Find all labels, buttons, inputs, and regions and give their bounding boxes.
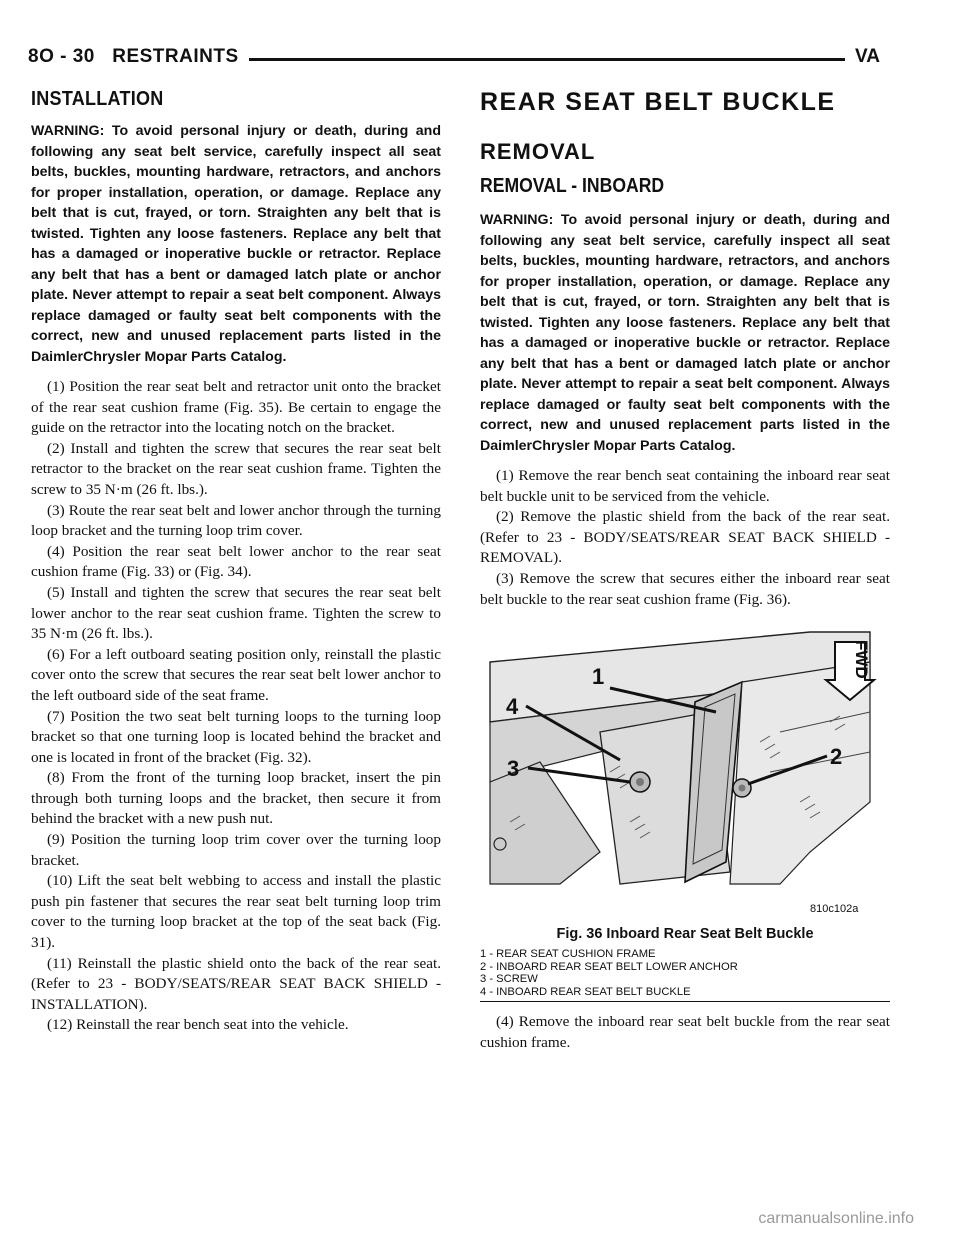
left-column: [31, 88, 441, 1036]
watermark: carmanualsonline.info: [758, 1210, 914, 1227]
step: (1) Remove the rear bench seat containing the inboard rear seat belt buckle unit to be serviced from the vehicle.: [480, 467, 890, 505]
callout-1: 1: [592, 664, 605, 690]
step: (3) Route the rear seat belt and lower anchor through the turning loop bracket and the turning loop trim cover.: [31, 501, 441, 540]
callout-4: 4: [506, 694, 519, 720]
step: (2) Remove the plastic shield from the back of the rear seat. (Refer to 23 - BODY/SEATS/REAR SEAT BACK SHIELD - REMOVAL).: [480, 508, 890, 567]
fwd-label: FWD: [852, 640, 871, 679]
step: (4) Position the rear seat belt lower anchor to the rear seat cushion frame (Fig. 33) or (Fig. 34).: [31, 542, 441, 581]
legend-item: 2 - INBOARD REAR SEAT BELT LOWER ANCHOR: [480, 960, 738, 973]
buckle-illustration: [480, 622, 878, 922]
right-column: [480, 88, 890, 1053]
step: (6) For a left outboard seating position only, reinstall the plastic cover onto the screw that secures the rear seat belt lower anchor to the left outboard side of the seat frame.: [31, 645, 441, 704]
step: (1) Position the rear seat belt and retractor unit onto the bracket of the rear seat cushion frame (Fig. 35). Be certain to engage the guide on the retractor into the locating notch on the bracket.: [31, 378, 441, 437]
step: (4) Remove the inboard rear seat belt buckle from the rear seat cushion frame.: [480, 1013, 890, 1051]
removal-steps: [480, 466, 890, 610]
callout-3: 3: [507, 756, 520, 782]
figure-legend: [480, 948, 890, 1002]
removal-heading: REMOVAL: [480, 139, 596, 164]
removal-subheading: REMOVAL - INBOARD: [480, 175, 665, 197]
legend-item: 4 - INBOARD REAR SEAT BELT BUCKLE: [480, 985, 691, 998]
step: (12) Reinstall the rear bench seat into the vehicle.: [47, 1016, 349, 1034]
step: (8) From the front of the turning loop bracket, insert the pin through both turning loops and the bracket, then secure it from behind the bracket with a new push nut.: [31, 769, 441, 828]
legend-item: 1 - REAR SEAT CUSHION FRAME: [480, 948, 656, 961]
section-name: RESTRAINTS: [112, 46, 239, 67]
page-header: [28, 46, 880, 78]
installation-warning: WARNING: To avoid personal injury or death, during and following any seat belt service, carefully inspect all seat belts, buckles, mounting hardware, retractors, and anchors for proper installation, operation, or damage. Replace any belt that is cut, frayed, or torn. Straighten any belt that is twisted. Tighten any loose fasteners. Replace any belt that has a damaged or inoperative buckle or retractor. Replace any belt that has a bent or damaged latch plate or anchor plate. Never attempt to repair a seat belt component. Always replace damaged or faulty seat belt components with the correct, new and unused replacement parts listed in the DaimlerChrysler Mopar Parts Catalog.: [31, 123, 441, 365]
installation-heading: INSTALLATION: [31, 88, 164, 110]
removal-warning: WARNING: To avoid personal injury or death, during and following any seat belt service, carefully inspect all seat belts, buckles, mounting hardware, retractors, and anchors for proper installation, operation, or damage. Replace any belt that is cut, frayed, or torn. Straighten any belt that is twisted. Tighten any loose fasteners. Replace any belt that has a damaged or inoperative buckle or retractor. Replace any belt that has a bent or damaged latch plate or anchor plate. Never attempt to repair a seat belt component. Always replace damaged or faulty seat belt components with the correct, new and unused replacement parts listed in the DaimlerChrysler Mopar Parts Catalog.: [480, 212, 890, 454]
step: (3) Remove the screw that secures either the inboard rear seat belt buckle to the rear seat cushion frame (Fig. 36).: [480, 569, 890, 608]
step: (2) Install and tighten the screw that secures the rear seat belt retractor to the bracket on the rear seat cushion frame. Tighten the screw to 35 N·m (26 ft. lbs.).: [31, 439, 441, 498]
step: (9) Position the turning loop trim cover over the turning loop bracket.: [31, 831, 441, 869]
removal-steps-continued: [480, 1012, 890, 1053]
figure-36: [480, 622, 878, 922]
model-code: VA: [845, 46, 880, 68]
installation-steps: [31, 377, 441, 1036]
figure-caption: Fig. 36 Inboard Rear Seat Belt Buckle: [556, 926, 814, 943]
step: (11) Reinstall the plastic shield onto the back of the rear seat. (Refer to 23 - BODY/SEATS/REAR SEAT BACK SHIELD - INSTALLATION).: [31, 954, 441, 1013]
figure-code: 810c102a: [810, 903, 859, 916]
step: (10) Lift the seat belt webbing to access and install the plastic push pin fastener that secures the rear seat belt turning loop trim cover to the turning loop bracket at the top of the seat back (Fig. 31).: [31, 872, 441, 952]
callout-2: 2: [830, 744, 843, 770]
header-left: [28, 46, 249, 68]
section-title: REAR SEAT BELT BUCKLE: [480, 88, 836, 116]
step: (5) Install and tighten the screw that secures the rear seat belt lower anchor to the rear seat cushion frame. Tighten the screw to 35 N·m (26 ft. lbs.).: [31, 583, 441, 643]
step: (7) Position the two seat belt turning loops to the turning loop bracket so that one turning loop is located behind the bracket and one is located in front of the bracket (Fig. 32).: [31, 707, 441, 766]
legend-item: 3 - SCREW: [480, 973, 538, 986]
section-code: 8O - 30: [28, 46, 95, 67]
